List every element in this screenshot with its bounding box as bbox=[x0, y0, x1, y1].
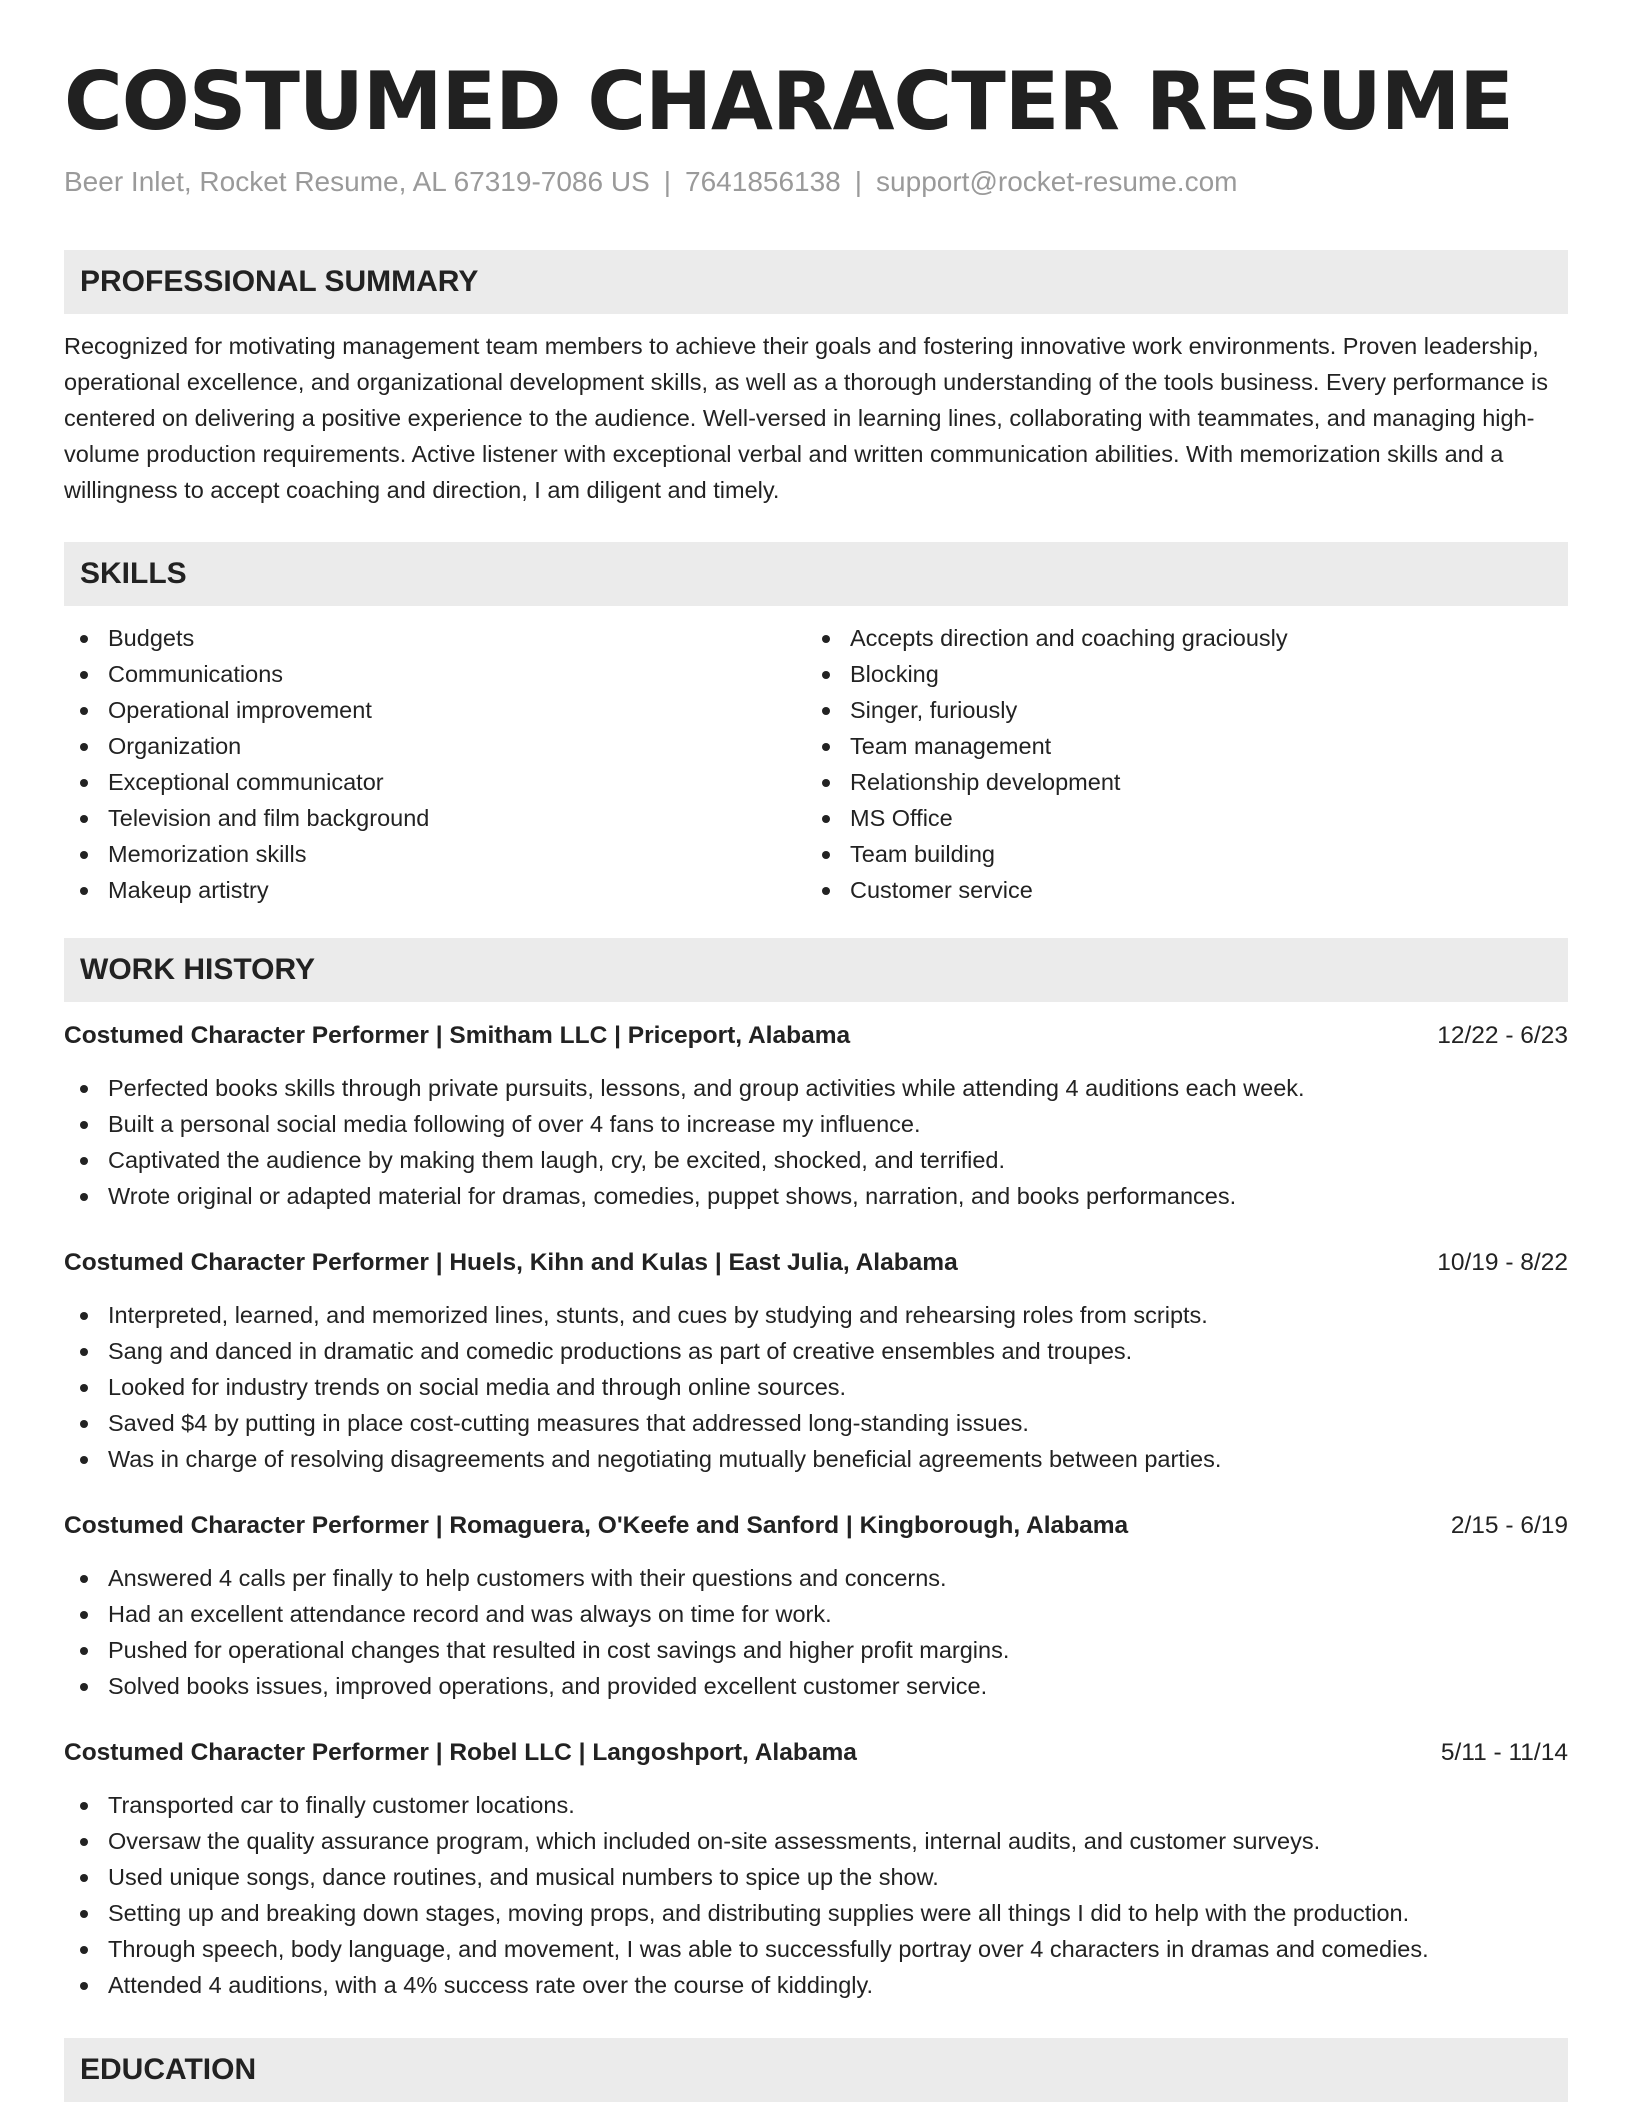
section-header-work-history: WORK HISTORY bbox=[64, 938, 1568, 1002]
resume-page bbox=[64, 52, 1568, 2102]
summary-text: Recognized for motivating management team members to achieve their goals and fostering innovative work environments. Proven leadership, operational excellence, and organizational development skills, as well as a thorough understanding of the tools business. Every performance is centered on delivering a positive experience to the audience. Well-versed in learning lines, collaborating with teammates, and managing high-volume production requirements. Active listener with exceptional verbal and written communication abilities. With memorization skills and a willingness to accept coaching and direction, I am diligent and timely. bbox=[64, 333, 1548, 503]
job-duties-list bbox=[64, 1297, 1568, 1477]
skill-item: Exceptional communicator bbox=[64, 764, 806, 800]
job-entry bbox=[64, 1018, 1568, 1214]
skill-item: Team management bbox=[806, 728, 1548, 764]
resume-title: COSTUMED CHARACTER RESUME bbox=[64, 55, 1513, 148]
job-duty-item: Built a personal social media following of over 4 fans to increase my influence. bbox=[64, 1106, 1568, 1142]
job-heading-row bbox=[64, 1508, 1568, 1544]
skills-column-right bbox=[806, 620, 1548, 908]
job-duty-item: Solved books issues, improved operations, and provided excellent customer service. bbox=[64, 1668, 1568, 1704]
job-duty-item: Answered 4 calls per finally to help customers with their questions and concerns. bbox=[64, 1560, 1568, 1596]
skill-item: MS Office bbox=[806, 800, 1548, 836]
job-duty-item: Transported car to finally customer locations. bbox=[64, 1787, 1568, 1823]
contact-address: Beer Inlet, Rocket Resume, AL 67319-7086 US bbox=[64, 166, 650, 197]
skill-item: Operational improvement bbox=[64, 692, 806, 728]
section-header-skills: SKILLS bbox=[64, 542, 1568, 606]
job-dates: 5/11 - 11/14 bbox=[1440, 1739, 1568, 1766]
job-duties-list bbox=[64, 1070, 1568, 1214]
job-duty-item: Interpreted, learned, and memorized lines, stunts, and cues by studying and rehearsing roles from scripts. bbox=[64, 1297, 1568, 1333]
job-duty-item: Looked for industry trends on social media and through online sources. bbox=[64, 1369, 1568, 1405]
skill-item: Television and film background bbox=[64, 800, 806, 836]
contact-separator: | bbox=[854, 166, 863, 197]
skill-item: Organization bbox=[64, 728, 806, 764]
contact-separator: | bbox=[663, 166, 672, 197]
job-duty-item: Pushed for operational changes that resulted in cost savings and higher profit margins. bbox=[64, 1632, 1568, 1668]
job-heading-row bbox=[64, 1245, 1568, 1281]
skill-item: Budgets bbox=[64, 620, 806, 656]
job-title: Costumed Character Performer | Huels, Kihn and Kulas | East Julia, Alabama bbox=[64, 1249, 958, 1276]
skills-column-left bbox=[64, 620, 806, 908]
job-duty-item: Had an excellent attendance record and was always on time for work. bbox=[64, 1596, 1568, 1632]
job-title: Costumed Character Performer | Romaguera, O'Keefe and Sanford | Kingborough, Alabama bbox=[64, 1512, 1129, 1539]
job-title: Costumed Character Performer | Smitham LLC | Priceport, Alabama bbox=[64, 1022, 851, 1049]
skill-item: Accepts direction and coaching graciously bbox=[806, 620, 1548, 656]
job-duties-list bbox=[64, 1560, 1568, 1704]
job-duty-item: Sang and danced in dramatic and comedic productions as part of creative ensembles and troupes. bbox=[64, 1333, 1568, 1369]
skill-item: Makeup artistry bbox=[64, 872, 806, 908]
job-duty-item: Setting up and breaking down stages, moving props, and distributing supplies were all things I did to help with the production. bbox=[64, 1895, 1568, 1931]
skill-item: Singer, furiously bbox=[806, 692, 1548, 728]
job-dates: 10/19 - 8/22 bbox=[1437, 1249, 1568, 1276]
contact-line bbox=[64, 164, 1568, 200]
contact-phone: 7641856138 bbox=[685, 166, 841, 197]
work-history-list bbox=[64, 1018, 1568, 2003]
job-duty-item: Used unique songs, dance routines, and musical numbers to spice up the show. bbox=[64, 1859, 1568, 1895]
job-duty-item: Was in charge of resolving disagreements and negotiating mutually beneficial agreements between parties. bbox=[64, 1441, 1568, 1477]
skill-item: Customer service bbox=[806, 872, 1548, 908]
job-title: Costumed Character Performer | Robel LLC | Langoshport, Alabama bbox=[64, 1739, 857, 1766]
job-dates: 2/15 - 6/19 bbox=[1450, 1512, 1568, 1539]
job-duty-item: Through speech, body language, and movement, I was able to successfully portray over 4 characters in dramas and comedies. bbox=[64, 1931, 1568, 1967]
skill-item: Team building bbox=[806, 836, 1548, 872]
job-duty-item: Perfected books skills through private pursuits, lessons, and group activities while attending 4 auditions each week. bbox=[64, 1070, 1568, 1106]
job-duty-item: Captivated the audience by making them laugh, cry, be excited, shocked, and terrified. bbox=[64, 1142, 1568, 1178]
section-header-summary: PROFESSIONAL SUMMARY bbox=[64, 250, 1568, 314]
skill-item: Memorization skills bbox=[64, 836, 806, 872]
skill-item: Blocking bbox=[806, 656, 1548, 692]
job-duty-item: Oversaw the quality assurance program, which included on-site assessments, internal audits, and customer surveys. bbox=[64, 1823, 1568, 1859]
skills-list bbox=[64, 620, 1568, 908]
job-heading-row bbox=[64, 1018, 1568, 1054]
job-entry bbox=[64, 1735, 1568, 2003]
section-header-education: EDUCATION bbox=[64, 2038, 1568, 2102]
skill-item: Relationship development bbox=[806, 764, 1548, 800]
job-entry bbox=[64, 1508, 1568, 1704]
job-entry bbox=[64, 1245, 1568, 1477]
job-duties-list bbox=[64, 1787, 1568, 2003]
job-duty-item: Saved $4 by putting in place cost-cutting measures that addressed long-standing issues. bbox=[64, 1405, 1568, 1441]
skill-item: Communications bbox=[64, 656, 806, 692]
job-duty-item: Wrote original or adapted material for dramas, comedies, puppet shows, narration, and books performances. bbox=[64, 1178, 1568, 1214]
job-dates: 12/22 - 6/23 bbox=[1437, 1022, 1568, 1049]
contact-email: support@rocket-resume.com bbox=[876, 166, 1238, 197]
job-heading-row bbox=[64, 1735, 1568, 1771]
job-duty-item: Attended 4 auditions, with a 4% success rate over the course of kiddingly. bbox=[64, 1967, 1568, 2003]
